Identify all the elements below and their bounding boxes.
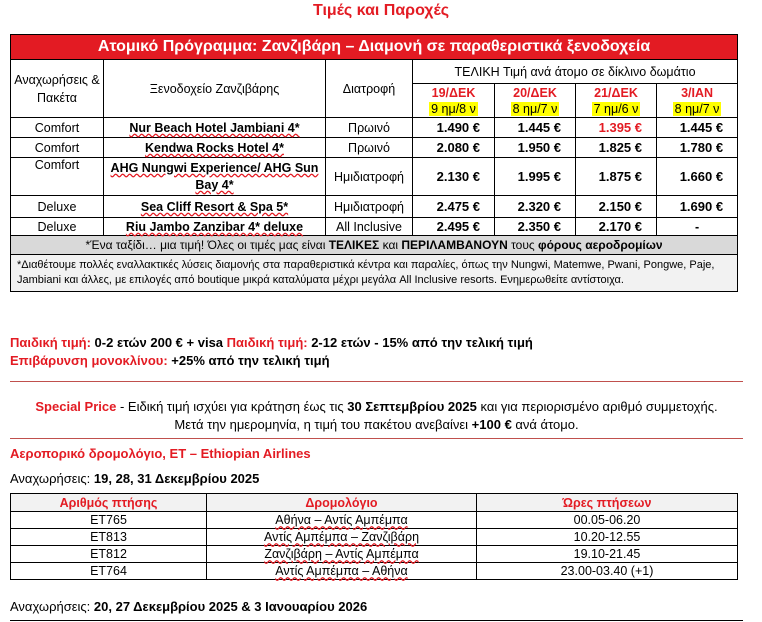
price: 1.490 € <box>413 118 495 138</box>
price: 2.130 € <box>413 158 495 196</box>
price: 2.495 € <box>413 218 495 236</box>
flight-time: 23.00-03.40 (+1) <box>477 563 738 580</box>
package: Comfort <box>11 118 104 138</box>
col-departures: Αναχωρήσεις & Πακέτα <box>11 60 104 118</box>
package: Deluxe <box>11 196 104 218</box>
table-row <box>11 196 738 218</box>
divider <box>10 381 743 382</box>
date-col: 19/ΔΕΚ 9 ημ/8 ν <box>413 84 495 118</box>
flight-col-route: Δρομολόγιο <box>207 494 477 512</box>
price: 1.690 € <box>657 196 738 218</box>
price: 2.320 € <box>495 196 576 218</box>
date-col: 3/ΙΑΝ 8 ημ/7 ν <box>657 84 738 118</box>
accommodation-note: *Διαθέτουμε πολλές εναλλακτικές λύσεις διαμονής στα παραθεριστικά κέντρα και παραλίες, όπως την Nungwi, Matemwe, Pwani, Pongwe, Paje, Jambiani και άλλες, με επιλογές από boutique μικρά καταλύματα μέχρι μεγάλα All Inclusive resorts. Ενημερωθείτε αντίστοιχα. <box>11 255 738 292</box>
price: 2.350 € <box>495 218 576 236</box>
flight-number: ET812 <box>11 546 207 563</box>
hotel: Riu Jambo Zanzibar 4* deluxe <box>104 218 326 236</box>
flights-heading: Αεροπορικό δρομολόγιο, ΕΤ – Ethiopian Airlines <box>10 446 311 461</box>
special-price: Special Price - Ειδική τιμή ισχύει για κράτηση έως τις 30 Σεπτεμβρίου 2025 και για περιορισμένο αριθμό συμμετοχής. Μετά την ημερομηνία, η τιμή του πακέτου ανεβαίνει +100 € ανά άτομο. <box>35 399 718 432</box>
board: Ημιδιατροφή <box>326 196 413 218</box>
departures-line-2: Αναχωρήσεις: 20, 27 Δεκεμβρίου 2025 & 3 Ιανουαρίου 2026 <box>10 599 368 614</box>
board: All Inclusive <box>326 218 413 236</box>
price: 1.825 € <box>576 138 657 158</box>
flight-route: Αθήνα – Αντίς Αμπέμπα <box>207 512 477 529</box>
price: 1.950 € <box>495 138 576 158</box>
hotel: Sea Cliff Resort & Spa 5* <box>104 196 326 218</box>
flight-number: ET764 <box>11 563 207 580</box>
departures-line: Αναχωρήσεις: 19, 28, 31 Δεκεμβρίου 2025 <box>10 471 260 486</box>
price: 1.995 € <box>495 158 576 196</box>
price: 1.395 € <box>576 118 657 138</box>
flight-number: ET765 <box>11 512 207 529</box>
hotel: Nur Beach Hotel Jambiani 4* <box>104 118 326 138</box>
divider <box>10 620 743 621</box>
price: 2.080 € <box>413 138 495 158</box>
hotel: AHG Nungwi Experience/ AHG Sun Bay 4* <box>104 158 326 196</box>
board: Ημιδιατροφή <box>326 158 413 196</box>
col-board: Διατροφή <box>326 60 413 118</box>
final-price-note: *Ένα ταξίδι… μια τιμή! Όλες οι τιμές μας είναι ΤΕΛΙΚΕΣ και ΠΕΡΙΛΑΜΒΑΝΟΥΝ τους φόρους αεροδρομίων <box>11 236 738 255</box>
price: 1.875 € <box>576 158 657 196</box>
table-row <box>11 138 738 158</box>
date-col: 21/ΔΕΚ 7 ημ/6 ν <box>576 84 657 118</box>
table-row <box>11 563 738 580</box>
package: Comfort <box>11 138 104 158</box>
board: Πρωινό <box>326 138 413 158</box>
table-row <box>11 218 738 236</box>
flight-route: Ζανζιβάρη – Αντίς Αμπέμπα <box>207 546 477 563</box>
board: Πρωινό <box>326 118 413 138</box>
hotel: Kendwa Rocks Hotel 4* <box>104 138 326 158</box>
flight-col-times: Ώρες πτήσεων <box>477 494 738 512</box>
table-row <box>11 529 738 546</box>
divider <box>10 438 743 439</box>
col-price: ΤΕΛΙΚΗ Τιμή ανά άτομο σε δίκλινο δωμάτιο <box>413 60 738 84</box>
table-row <box>11 546 738 563</box>
price: 2.475 € <box>413 196 495 218</box>
price: 2.170 € <box>576 218 657 236</box>
single-supplement-line: Επιβάρυνση μονοκλίνου: +25% από την τελική τιμή <box>10 353 330 368</box>
price: 2.150 € <box>576 196 657 218</box>
flight-route: Αντίς Αμπέμπα – Αθήνα <box>207 563 477 580</box>
price: 1.660 € <box>657 158 738 196</box>
price: 1.445 € <box>657 118 738 138</box>
package: Comfort <box>11 158 104 196</box>
flight-number: ET813 <box>11 529 207 546</box>
child-price-line: Παιδική τιμή: 0-2 ετών 200 € + visa Παιδική τιμή: 2-12 ετών - 15% από την τελική τιμή <box>10 335 533 350</box>
flight-time: 10.20-12.55 <box>477 529 738 546</box>
table-row <box>11 158 738 196</box>
table-row <box>11 512 738 529</box>
flight-time: 19.10-21.45 <box>477 546 738 563</box>
date-col: 20/ΔΕΚ 8 ημ/7 ν <box>495 84 576 118</box>
page-title: Τιμές και Παροχές <box>312 2 450 19</box>
price: 1.445 € <box>495 118 576 138</box>
table-row <box>11 118 738 138</box>
package: Deluxe <box>11 218 104 236</box>
flight-time: 00.05-06.20 <box>477 512 738 529</box>
price-table <box>10 34 738 292</box>
col-hotel: Ξενοδοχείο Ζανζιβάρης <box>104 60 326 118</box>
price: - <box>657 218 738 236</box>
flight-route: Αντίς Αμπέμπα – Ζανζιβάρη <box>207 529 477 546</box>
flight-col-number: Αριθμός πτήσης <box>11 494 207 512</box>
price: 1.780 € <box>657 138 738 158</box>
table-banner: Ατομικό Πρόγραμμα: Ζανζιβάρη – Διαμονή σε παραθεριστικά ξενοδοχεία <box>11 35 738 60</box>
flight-table <box>10 493 738 580</box>
